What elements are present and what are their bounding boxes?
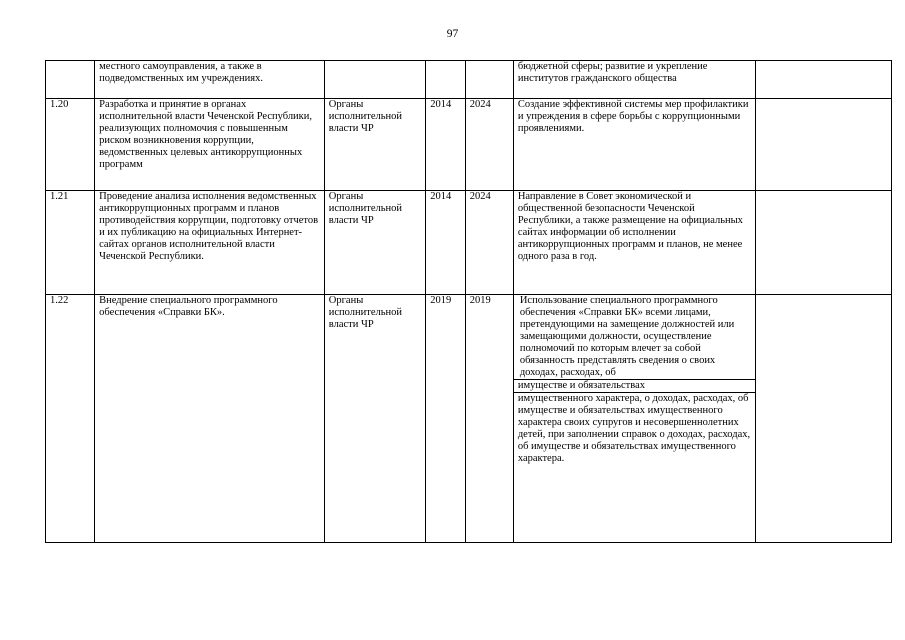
result-cell: Направление в Совет экономической и общественной безопасности Чеченской Республики, а также размещение на официальных сайтах информации об исполнении антикоррупционных программ и планов, не менее одного раза в год. bbox=[513, 191, 755, 295]
executor-cell: Органы исполнительной власти ЧР bbox=[324, 99, 425, 191]
measure-cell: Проведение анализа исполнения ведомственных антикоррупционных программ и планов противодействия коррупции, подготовку отчетов и их публикацию на официальных Интернет-сайтах органов исполнительной власти Чеченской Республики. bbox=[95, 191, 325, 295]
result-cell: Создание эффективной системы мер профилактики и упреждения в сфере борьбы с коррупционными проявлениями. bbox=[513, 99, 755, 191]
result-text-part-1: Использование специального программного обеспечения «Справки БК» всеми лицами, претендующими на замещение должностей или замещающими должности, осуществление полномочий по которым влечет за собой обязанность представлять сведения о своих доходах, расходах, об bbox=[514, 295, 755, 380]
executor-cell: Органы исполнительной власти ЧР bbox=[324, 191, 425, 295]
note-cell bbox=[756, 295, 892, 543]
executor-cell: Органы исполнительной власти ЧР bbox=[324, 295, 425, 543]
row-number: 1.21 bbox=[46, 191, 95, 295]
end-year-cell: 2019 bbox=[465, 295, 513, 543]
note-cell bbox=[756, 99, 892, 191]
end-year-cell: 2024 bbox=[465, 191, 513, 295]
measure-cell: Внедрение специального программного обеспечения «Справки БК». bbox=[95, 295, 325, 543]
measure-cell: местного самоуправления, а также в подведомственных им учреждениях. bbox=[95, 61, 325, 99]
table-row bbox=[46, 191, 892, 295]
measures-table bbox=[45, 60, 892, 543]
table-row bbox=[46, 99, 892, 191]
result-text-part-2: имуществе и обязательствах bbox=[514, 380, 755, 393]
measure-cell: Разработка и принятие в органах исполнительной власти Чеченской Республики, реализующих полномочия с повышенным риском возникновения коррупции, ведомственных целевых антикоррупционных программ bbox=[95, 99, 325, 191]
result-cell: бюджетной сферы; развитие и укрепление институтов гражданского общества bbox=[513, 61, 755, 99]
start-year-cell: 2019 bbox=[426, 295, 466, 543]
row-number: 1.22 bbox=[46, 295, 95, 543]
table-row bbox=[46, 61, 892, 99]
start-year-cell bbox=[426, 61, 466, 99]
table-row bbox=[46, 295, 892, 543]
end-year-cell: 2024 bbox=[465, 99, 513, 191]
start-year-cell: 2014 bbox=[426, 99, 466, 191]
row-number bbox=[46, 61, 95, 99]
page-number: 97 bbox=[446, 28, 459, 40]
result-text-part-3: имущественного характера, о доходах, расходах, об имуществе и обязательствах имущественного характера своих супругов и несовершеннолетних детей, при заполнении справок о доходах, расходах, об имуществе и обязательствах имущественного характера. bbox=[517, 393, 751, 464]
row-number: 1.20 bbox=[46, 99, 95, 191]
note-cell bbox=[756, 61, 892, 99]
note-cell bbox=[756, 191, 892, 295]
start-year-cell: 2014 bbox=[426, 191, 466, 295]
end-year-cell bbox=[465, 61, 513, 99]
result-cell bbox=[513, 295, 755, 543]
executor-cell bbox=[324, 61, 425, 99]
